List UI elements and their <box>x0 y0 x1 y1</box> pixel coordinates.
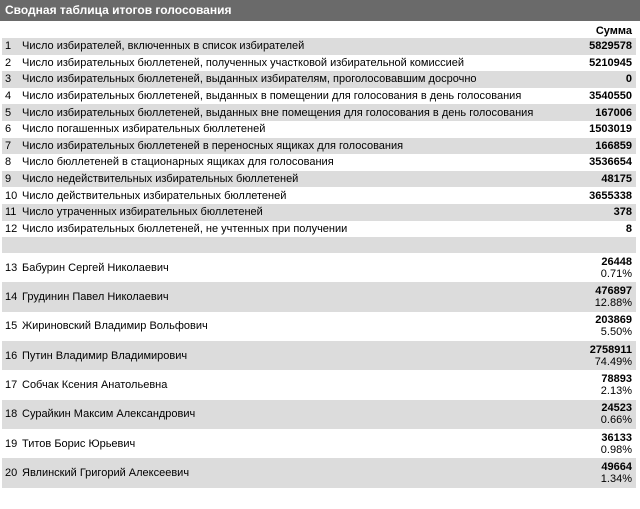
row-number: 9 <box>2 171 18 188</box>
row-number: 11 <box>2 204 18 221</box>
candidate-name: Путин Владимир Владимирович <box>18 341 579 370</box>
row-number: 1 <box>2 38 18 55</box>
table-title: Сводная таблица итогов голосования <box>0 0 640 21</box>
row-label: Число избирательных бюллетеней, выданных избирателям, проголосовавшим досрочно <box>18 71 579 88</box>
table-row <box>2 154 636 171</box>
separator-row <box>2 237 636 253</box>
table-row <box>2 187 636 204</box>
results-table <box>2 24 636 488</box>
candidate-result <box>579 253 636 282</box>
row-number: 3 <box>2 71 18 88</box>
candidate-row <box>2 282 636 311</box>
results-table-container <box>2 24 636 488</box>
candidate-name: Сурайкин Максим Александрович <box>18 400 579 429</box>
row-value: 0 <box>579 71 636 88</box>
row-value: 5210945 <box>589 56 632 69</box>
row-value: 8 <box>625 222 632 235</box>
candidate-votes: 78893 <box>601 372 632 385</box>
header-empty-cell <box>18 24 579 38</box>
candidate-votes: 476897 <box>595 285 632 298</box>
candidate-result <box>579 370 636 399</box>
header-empty-cell <box>2 24 18 38</box>
row-number: 13 <box>5 261 18 274</box>
separator-cell <box>2 237 636 253</box>
table-row <box>2 171 636 188</box>
candidate-percent: 0.71% <box>600 267 632 280</box>
row-number: 18 <box>2 400 18 429</box>
candidate-result <box>579 282 636 311</box>
row-value: 48175 <box>579 171 636 188</box>
row-number: 12 <box>5 222 18 235</box>
row-label: Число бюллетеней в стационарных ящиках для голосования <box>22 156 334 169</box>
candidate-votes: 26448 <box>601 255 632 268</box>
row-label: Число избирательных бюллетеней, выданных в помещении для голосования в день голосования <box>22 90 522 103</box>
candidate-name: Явлинский Григорий Алексеевич <box>18 458 579 487</box>
row-label: Число недействительных избирательных бюллетеней <box>18 171 579 188</box>
table-row <box>2 138 636 155</box>
row-label: Число избирательных бюллетеней в переносных ящиках для голосования <box>18 138 579 155</box>
row-number: 4 <box>5 90 12 103</box>
row-number: 16 <box>2 341 18 370</box>
row-number: 17 <box>5 378 18 391</box>
row-number: 5 <box>2 104 18 121</box>
row-number: 14 <box>2 282 18 311</box>
row-value: 3540550 <box>589 90 632 103</box>
table-row <box>2 204 636 221</box>
candidate-result <box>579 400 636 429</box>
row-label: Число избирателей, включенных в список избирателей <box>18 38 579 55</box>
candidate-votes: 203869 <box>595 314 632 327</box>
table-row <box>2 71 636 88</box>
candidate-percent: 12.88% <box>594 297 632 310</box>
candidate-row <box>2 429 636 458</box>
candidate-row <box>2 341 636 370</box>
candidate-name: Собчак Ксения Анатольевна <box>22 378 168 391</box>
sum-column-header: Сумма <box>595 25 632 37</box>
row-value: 3655338 <box>589 189 632 202</box>
row-number: 20 <box>2 458 18 487</box>
candidate-result <box>579 341 636 370</box>
candidate-votes: 2758911 <box>589 343 632 356</box>
candidate-votes: 24523 <box>601 402 632 415</box>
candidate-percent: 1.34% <box>600 472 632 485</box>
row-value: 1503019 <box>589 123 632 136</box>
row-value: 166859 <box>579 138 636 155</box>
row-label: Число действительных избирательных бюллетеней <box>22 189 287 202</box>
candidate-percent: 2.13% <box>600 384 632 397</box>
candidate-result <box>579 458 636 487</box>
candidate-name: Титов Борис Юрьевич <box>22 437 136 450</box>
candidate-votes: 49664 <box>601 460 632 473</box>
row-number: 6 <box>5 123 12 136</box>
table-row <box>2 55 636 72</box>
row-label: Число избирательных бюллетеней, выданных вне помещения для голосования в день голосования <box>18 104 579 121</box>
candidate-row <box>2 458 636 487</box>
row-label: Число избирательных бюллетеней, не учтенных при получении <box>22 222 348 235</box>
table-row <box>2 121 636 138</box>
candidate-result <box>579 312 636 341</box>
candidate-row <box>2 400 636 429</box>
candidate-name: Грудинин Павел Николаевич <box>18 282 579 311</box>
table-row <box>2 221 636 238</box>
row-label: Число избирательных бюллетеней, полученных участковой избирательной комиссией <box>22 56 464 69</box>
candidate-votes: 36133 <box>601 431 632 444</box>
row-number: 19 <box>5 437 18 450</box>
candidate-percent: 74.49% <box>594 355 632 368</box>
row-number: 10 <box>5 189 18 202</box>
row-label: Число погашенных избирательных бюллетеней <box>22 123 266 136</box>
table-row <box>2 104 636 121</box>
table-row <box>2 38 636 55</box>
row-value: 5829578 <box>579 38 636 55</box>
row-value: 3536654 <box>589 156 632 169</box>
candidate-percent: 0.66% <box>600 414 632 427</box>
candidate-percent: 5.50% <box>600 326 632 339</box>
candidate-percent: 0.98% <box>600 443 632 456</box>
row-number: 7 <box>2 138 18 155</box>
row-number: 2 <box>5 56 12 69</box>
table-header-row <box>2 24 636 38</box>
row-label: Число утраченных избирательных бюллетеней <box>18 204 579 221</box>
row-number: 15 <box>5 320 18 333</box>
candidate-row <box>2 370 636 399</box>
row-value: 167006 <box>579 104 636 121</box>
candidate-name: Бабурин Сергей Николаевич <box>22 261 169 274</box>
candidate-result <box>579 429 636 458</box>
candidate-row <box>2 312 636 341</box>
candidate-row <box>2 253 636 282</box>
row-value: 378 <box>579 204 636 221</box>
row-number: 8 <box>5 156 12 169</box>
candidate-name: Жириновский Владимир Вольфович <box>22 320 208 333</box>
table-row <box>2 88 636 105</box>
